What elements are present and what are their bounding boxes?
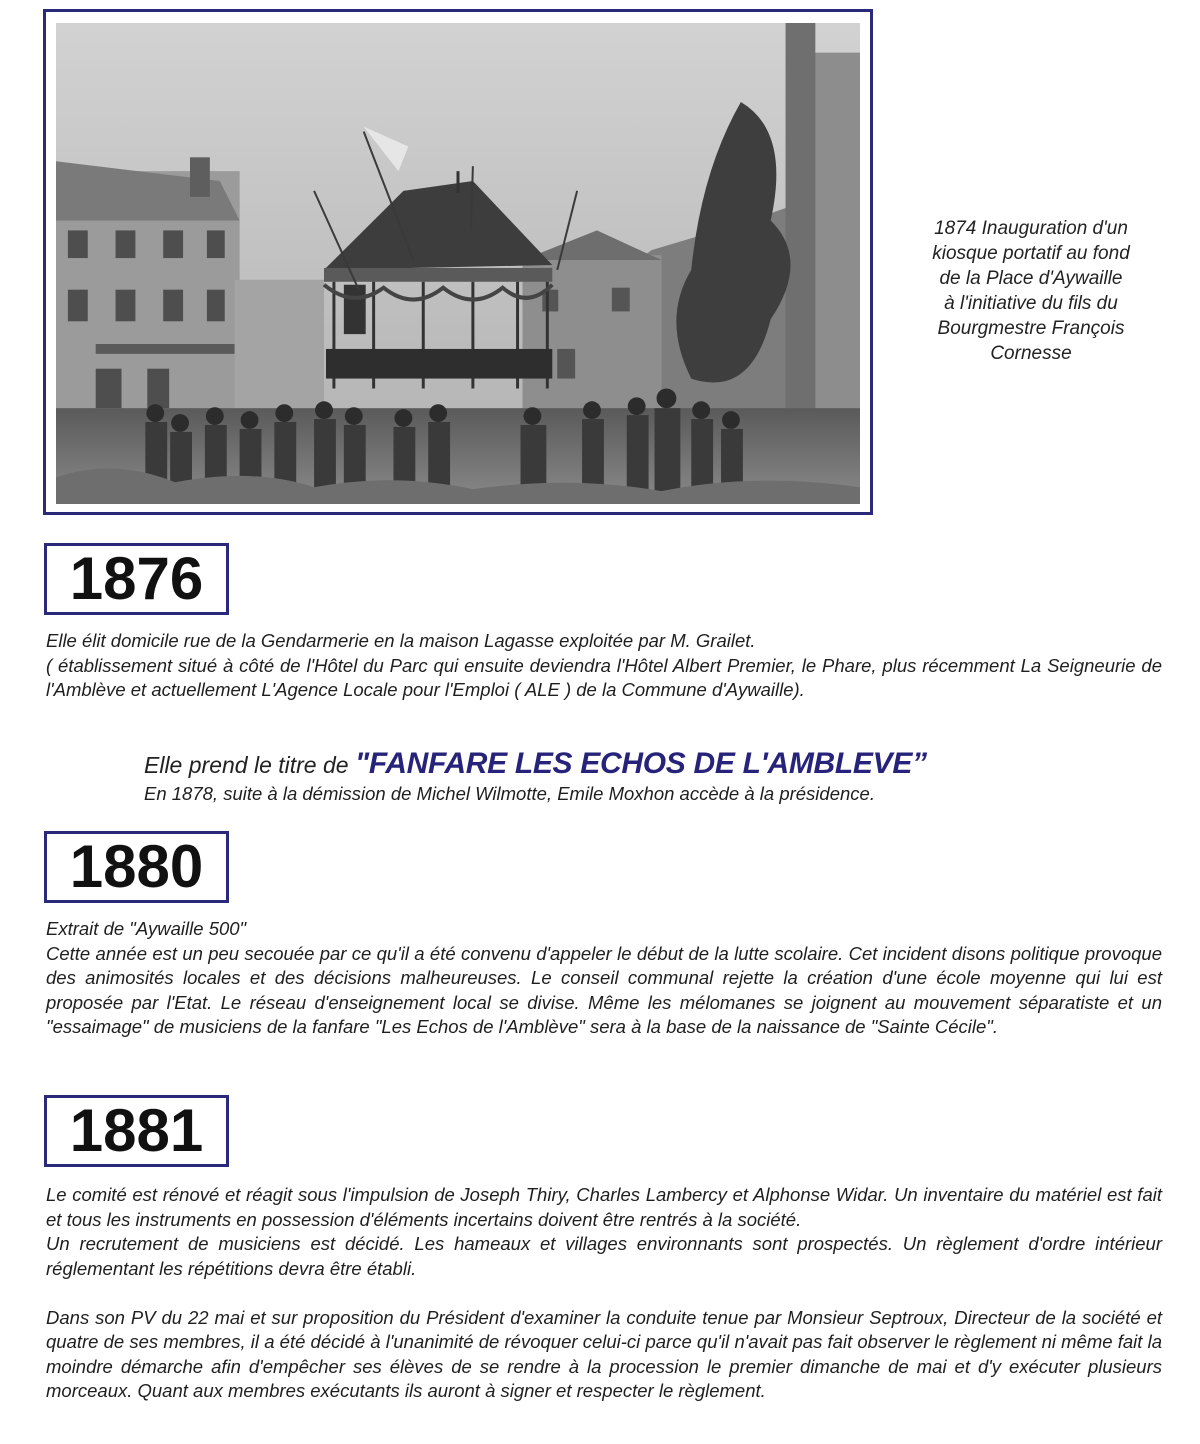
source-note: Extrait de "Aywaille 500" [46, 918, 247, 939]
section-1876-text [46, 629, 1162, 703]
fanfare-name: "FANFARE LES ECHOS DE L'AMBLEVE” [354, 747, 927, 780]
caption-line: de la Place d'Aywaille [939, 268, 1123, 289]
caption-line: kiosque portatif au fond [932, 243, 1130, 264]
paragraph: Dans son PV du 22 mai et sur proposition du Président d'examiner la conduite tenue par Monsieur Septroux, Directeur de la société et quatre de ses membres, il a été décidé à l'unanimité de révoquer celui-ci parce qu'il n'avait pas fait observer le règlement ni même fait la moindre démarche afin d'empêcher ses élèves de se rendre à la procession le premier dimanche de mai et d'y exécuter plusieurs morceaux. Quant aux membres exécutants ils auront à signer et respecter le règlement. [46, 1306, 1162, 1401]
historic-photo [56, 23, 860, 504]
year-heading-1881: 1881 [44, 1095, 229, 1167]
year-heading-1876: 1876 [44, 543, 229, 615]
fanfare-title-line [144, 748, 1144, 781]
caption-line: 1874 Inauguration d'un [934, 218, 1128, 239]
title-prefix: Elle prend le titre de [144, 752, 355, 778]
caption-line: à l'initiative du fils du [944, 293, 1118, 314]
year-heading-1880: 1880 [44, 831, 229, 903]
historic-photo-frame [43, 9, 873, 515]
section-1880-text [46, 917, 1162, 1040]
paragraph: ( établissement situé à côté de l'Hôtel du Parc qui ensuite deviendra l'Hôtel Albert Premier, le Phare, plus récemment La Seigneurie de l'Amblève et actuellement L'Agence Locale pour l'Emploi ( ALE ) de la Commune d'Aywaille). [46, 654, 1162, 700]
paragraph: Le comité est rénové et réagit sous l'impulsion de Joseph Thiry, Charles Lambercy et Alphonse Widar. Un inventaire du matériel est fait et tous les instruments en possession d'éléments incertains doivent être rentrés à la société. [46, 1184, 1162, 1230]
paragraph: Un recrutement de musiciens est décidé. Les hameaux et villages environnants sont prospectés. Un règlement d'ordre intérieur réglementant les répétitions devra être établi. [46, 1233, 1162, 1279]
presidency-note: En 1878, suite à la démission de Michel Wilmotte, Emile Moxhon accède à la présidence. [144, 783, 875, 804]
kiosk-photo-illustration [56, 23, 860, 504]
paragraph-gap [46, 1281, 1162, 1306]
paragraph: Cette année est un peu secouée par ce qu'il a été convenu d'appeler le début de la lutte scolaire. Cet incident disons politique provoque des animosités locales et des décisions malheureuses. Le conseil communal rejette la création d'une école moyenne qui lui est proposée par l'Etat. Le réseau d'enseignement local se divise. Même les mélomanes se joignent au mouvement séparatiste et un "essaimage" de musiciens de la fanfare "Les Echos de l'Amblève" sera à la base de la naissance de "Sainte Cécile". [46, 942, 1162, 1037]
paragraph: Elle élit domicile rue de la Gendarmerie en la maison Lagasse exploitée par M. Grailet. [46, 630, 756, 651]
caption-line: Cornesse [990, 343, 1072, 364]
caption-line: Bourgmestre François [937, 318, 1125, 339]
section-1881-text [46, 1183, 1162, 1404]
photo-caption [900, 216, 1162, 366]
